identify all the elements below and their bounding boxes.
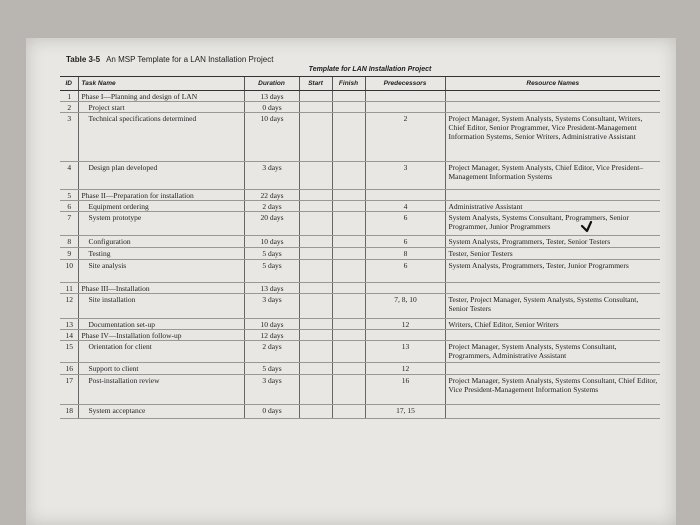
cell-start bbox=[299, 91, 332, 102]
task-table bbox=[60, 76, 660, 419]
cell-predecessors: 8 bbox=[365, 248, 445, 260]
cell-finish bbox=[332, 102, 365, 113]
cell-id: 11 bbox=[60, 283, 78, 294]
cell-id: 12 bbox=[60, 294, 78, 319]
cell-resources: Project Manager, System Analysts, Chief Editor, Vice President–Management Information Systems bbox=[445, 162, 660, 190]
table-row bbox=[60, 236, 660, 248]
cell-start bbox=[299, 319, 332, 330]
cell-predecessors: 17, 15 bbox=[365, 405, 445, 419]
cell-resources: Project Manager, System Analysts, Systems Consultant, Writers, Chief Editor, Senior Programmer, Vice President-Management Information Systems, Senior Writers, Administrative Assistant bbox=[445, 113, 660, 162]
cell-task: Design plan developed bbox=[78, 162, 244, 190]
table-caption-text: An MSP Template for a LAN Installation Project bbox=[106, 55, 274, 64]
cell-task: Phase I—Planning and design of LAN bbox=[78, 91, 244, 102]
cell-id: 2 bbox=[60, 102, 78, 113]
cell-resources: System Analysts, Systems Consultant, Programmers, Senior Programmer, Junior Programmers bbox=[445, 212, 660, 236]
cell-predecessors: 12 bbox=[365, 319, 445, 330]
cell-finish bbox=[332, 248, 365, 260]
cell-duration: 2 days bbox=[244, 201, 299, 212]
cell-duration: 13 days bbox=[244, 283, 299, 294]
cell-predecessors bbox=[365, 102, 445, 113]
cell-finish bbox=[332, 283, 365, 294]
cell-resources: System Analysts, Programmers, Tester, Junior Programmers bbox=[445, 260, 660, 283]
cell-predecessors: 7, 8, 10 bbox=[365, 294, 445, 319]
cell-duration: 3 days bbox=[244, 375, 299, 405]
cell-start bbox=[299, 283, 332, 294]
table-row bbox=[60, 294, 660, 319]
cell-id: 13 bbox=[60, 319, 78, 330]
cell-id: 15 bbox=[60, 341, 78, 363]
cell-predecessors: 2 bbox=[365, 113, 445, 162]
header-resource-names: Resource Names bbox=[445, 77, 660, 91]
cell-resources: System Analysts, Programmers, Tester, Senior Testers bbox=[445, 236, 660, 248]
cell-id: 6 bbox=[60, 201, 78, 212]
table-row bbox=[60, 363, 660, 375]
table-row bbox=[60, 405, 660, 419]
cell-resources: Project Manager, System Analysts, Systems Consultant, Chief Editor, Vice President-Management Information Systems bbox=[445, 375, 660, 405]
cell-duration: 0 days bbox=[244, 405, 299, 419]
cell-task: Support to client bbox=[78, 363, 244, 375]
cell-task: Orientation for client bbox=[78, 341, 244, 363]
cell-finish bbox=[332, 330, 365, 341]
header-predecessors: Predecessors bbox=[365, 77, 445, 91]
cell-start bbox=[299, 236, 332, 248]
cell-id: 14 bbox=[60, 330, 78, 341]
cell-duration: 5 days bbox=[244, 260, 299, 283]
cell-resources bbox=[445, 405, 660, 419]
cell-predecessors: 6 bbox=[365, 212, 445, 236]
cell-predecessors bbox=[365, 330, 445, 341]
cell-finish bbox=[332, 375, 365, 405]
header-start: Start bbox=[299, 77, 332, 91]
cell-id: 5 bbox=[60, 190, 78, 201]
cell-finish bbox=[332, 363, 365, 375]
cell-task: Documentation set-up bbox=[78, 319, 244, 330]
cell-resources: Administrative Assistant bbox=[445, 201, 660, 212]
cell-start bbox=[299, 248, 332, 260]
header-task-name: Task Name bbox=[78, 77, 244, 91]
cell-task: Testing bbox=[78, 248, 244, 260]
cell-predecessors bbox=[365, 91, 445, 102]
cell-predecessors: 16 bbox=[365, 375, 445, 405]
cell-finish bbox=[332, 405, 365, 419]
cell-predecessors: 6 bbox=[365, 236, 445, 248]
table-row bbox=[60, 319, 660, 330]
cell-task: System acceptance bbox=[78, 405, 244, 419]
table-caption bbox=[66, 55, 273, 64]
table-row bbox=[60, 248, 660, 260]
cell-start bbox=[299, 375, 332, 405]
table-caption-label: Table 3-5 bbox=[66, 55, 101, 64]
cell-id: 18 bbox=[60, 405, 78, 419]
cell-predecessors: 6 bbox=[365, 260, 445, 283]
cell-start bbox=[299, 363, 332, 375]
cell-finish bbox=[332, 113, 365, 162]
table-row bbox=[60, 113, 660, 162]
table-row bbox=[60, 91, 660, 102]
cell-start bbox=[299, 201, 332, 212]
cell-task: Project start bbox=[78, 102, 244, 113]
cell-duration: 10 days bbox=[244, 319, 299, 330]
cell-finish bbox=[332, 190, 365, 201]
cell-start bbox=[299, 102, 332, 113]
cell-finish bbox=[332, 236, 365, 248]
cell-start bbox=[299, 405, 332, 419]
cell-resources bbox=[445, 283, 660, 294]
cell-id: 7 bbox=[60, 212, 78, 236]
table-row bbox=[60, 190, 660, 201]
header-finish: Finish bbox=[332, 77, 365, 91]
cell-duration: 3 days bbox=[244, 162, 299, 190]
cell-start bbox=[299, 212, 332, 236]
cell-resources: Writers, Chief Editor, Senior Writers bbox=[445, 319, 660, 330]
table-row bbox=[60, 212, 660, 236]
cell-id: 4 bbox=[60, 162, 78, 190]
cell-duration: 12 days bbox=[244, 330, 299, 341]
cell-predecessors: 4 bbox=[365, 201, 445, 212]
header-duration: Duration bbox=[244, 77, 299, 91]
cell-task: Technical specifications determined bbox=[78, 113, 244, 162]
table-row bbox=[60, 375, 660, 405]
cell-resources bbox=[445, 190, 660, 201]
cell-duration: 13 days bbox=[244, 91, 299, 102]
table-row bbox=[60, 283, 660, 294]
cell-duration: 22 days bbox=[244, 190, 299, 201]
cell-finish bbox=[332, 260, 365, 283]
cell-id: 9 bbox=[60, 248, 78, 260]
template-title: Template for LAN Installation Project bbox=[308, 66, 432, 73]
cell-finish bbox=[332, 91, 365, 102]
cell-task: Configuration bbox=[78, 236, 244, 248]
cell-start bbox=[299, 330, 332, 341]
cell-start bbox=[299, 341, 332, 363]
table-row bbox=[60, 330, 660, 341]
cell-resources: Tester, Project Manager, System Analysts, Systems Consultant, Senior Testers bbox=[445, 294, 660, 319]
cell-duration: 5 days bbox=[244, 248, 299, 260]
cell-task: Phase II—Preparation for installation bbox=[78, 190, 244, 201]
cell-task: Site analysis bbox=[78, 260, 244, 283]
cell-predecessors bbox=[365, 190, 445, 201]
cell-id: 17 bbox=[60, 375, 78, 405]
cell-start bbox=[299, 113, 332, 162]
cell-task: Post-installation review bbox=[78, 375, 244, 405]
table-row bbox=[60, 102, 660, 113]
cell-start bbox=[299, 294, 332, 319]
cell-start bbox=[299, 162, 332, 190]
cell-id: 1 bbox=[60, 91, 78, 102]
cell-task: Equipment ordering bbox=[78, 201, 244, 212]
cell-duration: 0 days bbox=[244, 102, 299, 113]
cell-id: 16 bbox=[60, 363, 78, 375]
cell-finish bbox=[332, 201, 365, 212]
cell-finish bbox=[332, 319, 365, 330]
cell-predecessors: 13 bbox=[365, 341, 445, 363]
cell-finish bbox=[332, 294, 365, 319]
cell-predecessors bbox=[365, 283, 445, 294]
cell-resources bbox=[445, 330, 660, 341]
cell-resources bbox=[445, 91, 660, 102]
table-row bbox=[60, 260, 660, 283]
cell-duration: 5 days bbox=[244, 363, 299, 375]
cell-task: Site installation bbox=[78, 294, 244, 319]
cell-finish bbox=[332, 341, 365, 363]
cell-task: System prototype bbox=[78, 212, 244, 236]
check-mark-icon bbox=[579, 221, 593, 233]
cell-duration: 2 days bbox=[244, 341, 299, 363]
cell-start bbox=[299, 190, 332, 201]
cell-duration: 20 days bbox=[244, 212, 299, 236]
cell-task: Phase III—Installation bbox=[78, 283, 244, 294]
cell-id: 8 bbox=[60, 236, 78, 248]
cell-start bbox=[299, 260, 332, 283]
cell-predecessors: 12 bbox=[365, 363, 445, 375]
cell-resources bbox=[445, 363, 660, 375]
table-row bbox=[60, 201, 660, 212]
cell-resources: Tester, Senior Testers bbox=[445, 248, 660, 260]
cell-predecessors: 3 bbox=[365, 162, 445, 190]
cell-resources: Project Manager, System Analysts, Systems Consultant, Programmers, Administrative Assistant bbox=[445, 341, 660, 363]
cell-resources bbox=[445, 102, 660, 113]
table-header-row bbox=[60, 77, 660, 91]
cell-duration: 10 days bbox=[244, 236, 299, 248]
table-row bbox=[60, 341, 660, 363]
table-row bbox=[60, 162, 660, 190]
cell-id: 3 bbox=[60, 113, 78, 162]
cell-duration: 10 days bbox=[244, 113, 299, 162]
cell-duration: 3 days bbox=[244, 294, 299, 319]
header-id: ID bbox=[60, 77, 78, 91]
cell-finish bbox=[332, 212, 365, 236]
cell-id: 10 bbox=[60, 260, 78, 283]
cell-finish bbox=[332, 162, 365, 190]
cell-task: Phase IV—Installation follow-up bbox=[78, 330, 244, 341]
